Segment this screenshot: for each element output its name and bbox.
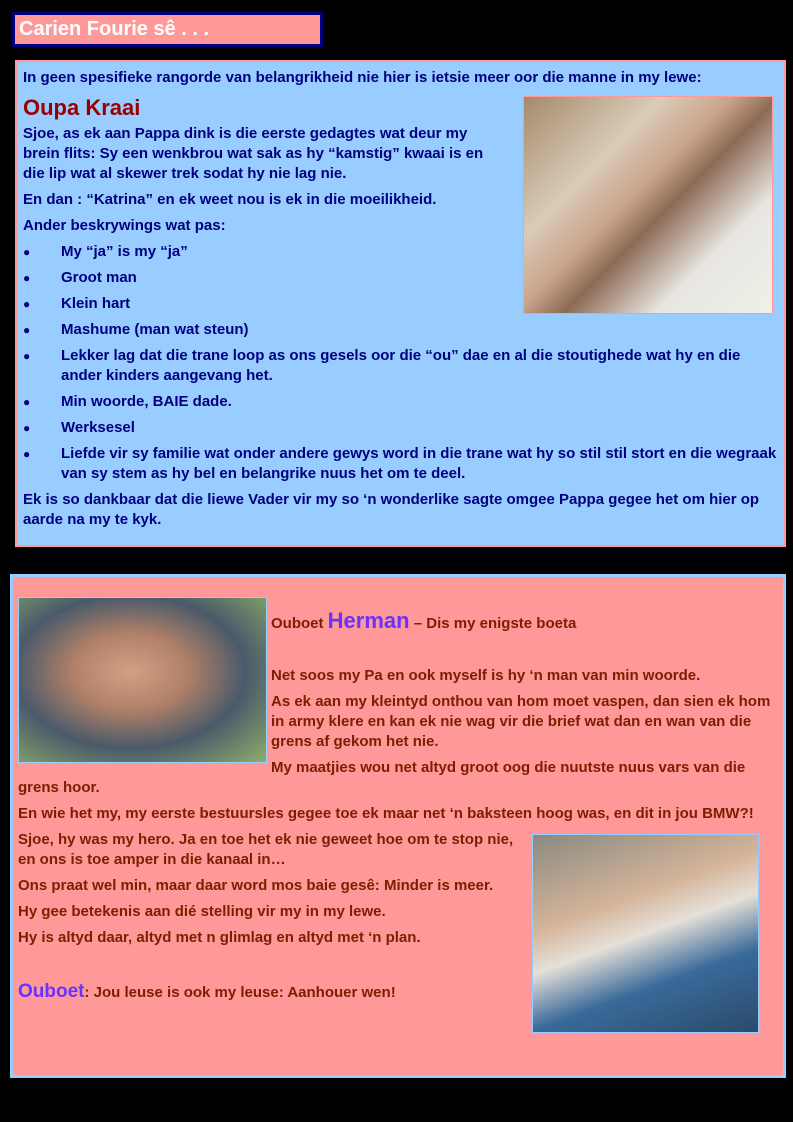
bullet-icon: ● [23,349,31,363]
section-heading: Oupa Kraai [23,95,141,120]
paragraph: My maatjies wou net altyd groot oog die nuutste nuus vars van die grens hoor. [18,759,746,796]
list-item: ● Liefde vir sy familie wat onder andere gewys word in die trane wat hy so stil stil stort en die wegraak van sy stem as hy bel en belangrike nuus het om te deel. [23,445,777,482]
herman-name: Herman [327,608,410,633]
bullet-icon: ● [23,271,31,285]
description-list [23,242,778,484]
intro-text: In geen spesifieke rangorde van belangrikheid nie hier is ietsie meer oor die manne in my lewe: [23,69,702,86]
paragraph: Sjoe, as ek aan Pappa dink is die eerste gedagtes wat deur my brein flits: Sy een wenkbrou wat sak as hy “kamstig” kwaai is en die lip wat al skewer trek sodat hy nie lag nie. [23,125,484,182]
bullet-icon: ● [23,447,31,461]
paragraph: En dan : “Katrina” en ek weet nou is ek in die moeilikheid. [23,191,437,208]
paragraph: Ander beskrywings wat pas: [23,217,226,234]
list-item: ● Groot man [23,269,137,286]
list-item: ● Werksesel [23,419,135,436]
bullet-icon: ● [23,245,31,259]
list-item: ● Mashume (man wat steun) [23,321,249,338]
paragraph: As ek aan my kleintyd onthou van hom moet vaspen, dan sien ek hom in army klere en kan ek nie wag vir die brief wat dan en wan van die grens af gekom het nie. [271,693,771,750]
bullet-icon: ● [23,297,31,311]
paragraph: Hy is altyd daar, altyd met n glimlag en altyd met ‘n plan. [18,929,421,946]
herman-photo [18,597,267,763]
list-item: ● Lekker lag dat die trane loop as ons gesels oor die “ou” dae en al die stoutighede wat hy en die ander kinders aangevang het. [23,347,741,384]
bullet-icon: ● [23,323,31,337]
closing-text: Ek is so dankbaar dat die liewe Vader vir my so ‘n wonderlike sagte omgee Pappa gegee het om hier op aarde na my te kyk. [23,491,760,528]
section-heading: Ouboet Herman – Dis my enigste boeta [271,608,577,633]
list-item: ● Min woorde, BAIE dade. [23,393,232,410]
paragraph: Ons praat wel min, maar daar word mos baie gesê: Minder is meer. [18,877,494,894]
herman-section [10,574,786,1078]
paragraph: Sjoe, hy was my hero. Ja en toe het ek nie geweet hoe om te stop nie, en ons is toe amper in die kanaal in… [18,831,514,868]
bullet-icon: ● [23,395,31,409]
list-item: ● My “ja” is my “ja” [23,243,188,260]
page-title: Carien Fourie sê . . . [12,12,323,47]
oupa-kraai-section [15,60,786,547]
list-item: ● Klein hart [23,295,131,312]
paragraph: Hy gee betekenis aan dié stelling vir my in my lewe. [18,903,386,920]
family-photo [532,834,759,1033]
paragraph: En wie het my, my eerste bestuursles gegee toe ek maar net ‘n baksteen hoog was, en dit in jou BMW?! [18,805,754,822]
bullet-icon: ● [23,421,31,435]
paragraph: Net soos my Pa en ook myself is hy ‘n man van min woorde. [271,667,701,684]
motto-text: Ouboet: Jou leuse is ook my leuse: Aanhouer wen! [18,981,396,1002]
